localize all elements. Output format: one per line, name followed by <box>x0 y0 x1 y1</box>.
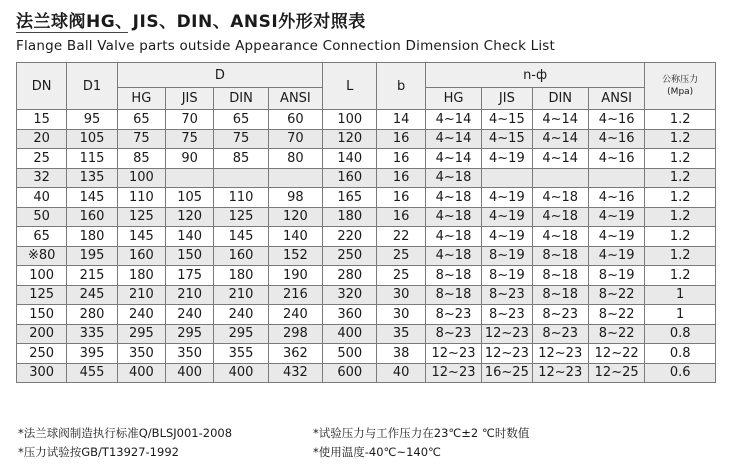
cell-d-ansi: 80 <box>268 149 322 169</box>
cell-n-din: 12~23 <box>532 363 588 383</box>
cell-d-hg: 85 <box>117 149 165 169</box>
cell-pressure: 1.2 <box>645 110 716 130</box>
cell-l: 400 <box>323 324 377 344</box>
cell-n-ansi: 4~19 <box>588 227 644 247</box>
cell-d1: 160 <box>67 207 117 227</box>
cell-l: 220 <box>323 227 377 247</box>
cell-d1: 180 <box>67 227 117 247</box>
cell-l: 600 <box>323 363 377 383</box>
cell-n-jis <box>482 168 532 188</box>
cell-n-jis: 8~23 <box>482 285 532 305</box>
cell-d-jis: 75 <box>166 129 214 149</box>
cell-n-jis: 4~15 <box>482 129 532 149</box>
table-row <box>17 207 716 227</box>
cell-l: 250 <box>323 246 377 266</box>
header-pressure <box>645 63 716 110</box>
cell-dn: ※80 <box>17 246 67 266</box>
cell-n-ansi: 12~25 <box>588 363 644 383</box>
cell-n-ansi: 4~16 <box>588 110 644 130</box>
cell-dn: 100 <box>17 266 67 286</box>
cell-d1: 145 <box>67 188 117 208</box>
table-row <box>17 285 716 305</box>
cell-d-din: 295 <box>214 324 268 344</box>
cell-b: 16 <box>377 149 425 169</box>
cell-n-din: 12~23 <box>532 344 588 364</box>
cell-d-din <box>214 168 268 188</box>
note-test-pressure: *试验压力与工作压力在23℃±2 ℃时数值 <box>313 426 530 440</box>
cell-n-ansi: 4~16 <box>588 149 644 169</box>
header-n-hg: HG <box>425 88 481 110</box>
cell-n-jis: 4~19 <box>482 207 532 227</box>
cell-d1: 135 <box>67 168 117 188</box>
cell-n-din <box>532 168 588 188</box>
cell-b: 16 <box>377 168 425 188</box>
header-pressure-line2: (Mpa) <box>667 87 694 97</box>
cell-d-jis: 150 <box>166 246 214 266</box>
header-n-phi: n-ф <box>425 63 645 88</box>
header-d1: D1 <box>67 63 117 110</box>
cell-pressure: 1 <box>645 285 716 305</box>
cell-n-ansi: 12~22 <box>588 344 644 364</box>
cell-n-hg: 8~18 <box>425 285 481 305</box>
cell-n-jis: 4~15 <box>482 110 532 130</box>
cell-pressure: 1.2 <box>645 246 716 266</box>
cell-d1: 335 <box>67 324 117 344</box>
cell-d-jis: 400 <box>166 363 214 383</box>
notes-right <box>313 424 529 462</box>
cell-n-hg: 4~14 <box>425 129 481 149</box>
cell-d-ansi: 298 <box>268 324 322 344</box>
cell-dn: 250 <box>17 344 67 364</box>
title-underline <box>16 32 128 33</box>
note-temperature: *使用温度-40℃~140℃ <box>313 445 441 459</box>
cell-b: 16 <box>377 207 425 227</box>
notes-left <box>18 424 232 462</box>
header-n-ansi: ANSI <box>588 88 644 110</box>
header-dn: DN <box>17 63 67 110</box>
cell-dn: 65 <box>17 227 67 247</box>
cell-l: 180 <box>323 207 377 227</box>
cell-d-jis: 140 <box>166 227 214 247</box>
cell-dn: 40 <box>17 188 67 208</box>
page-title: 法兰球阀HG、JIS、DIN、ANSI外形对照表 <box>16 12 366 32</box>
table-row <box>17 149 716 169</box>
table-row <box>17 129 716 149</box>
cell-n-din: 4~18 <box>532 227 588 247</box>
cell-d-hg: 100 <box>117 168 165 188</box>
cell-b: 30 <box>377 305 425 325</box>
table-row <box>17 246 716 266</box>
cell-d-din: 125 <box>214 207 268 227</box>
cell-b: 16 <box>377 129 425 149</box>
header-d-din: DIN <box>214 88 268 110</box>
cell-b: 22 <box>377 227 425 247</box>
cell-pressure: 1.2 <box>645 227 716 247</box>
header-pressure-line1: 公称压力 <box>662 75 699 85</box>
cell-pressure: 0.8 <box>645 324 716 344</box>
cell-n-din: 8~23 <box>532 324 588 344</box>
cell-d-din: 210 <box>214 285 268 305</box>
cell-pressure: 0.8 <box>645 344 716 364</box>
header-l: L <box>323 63 377 110</box>
cell-n-hg: 4~18 <box>425 246 481 266</box>
cell-b: 25 <box>377 246 425 266</box>
cell-dn: 32 <box>17 168 67 188</box>
cell-b: 25 <box>377 266 425 286</box>
cell-d-ansi <box>268 168 322 188</box>
cell-d-din: 355 <box>214 344 268 364</box>
dimension-table <box>16 62 716 383</box>
cell-n-hg: 8~18 <box>425 266 481 286</box>
cell-d-hg: 75 <box>117 129 165 149</box>
cell-d-jis: 240 <box>166 305 214 325</box>
header-b: b <box>377 63 425 110</box>
cell-d-hg: 65 <box>117 110 165 130</box>
page-subtitle: Flange Ball Valve parts outside Appearance Connection Dimension Check List <box>16 38 555 54</box>
table-row <box>17 324 716 344</box>
cell-d-jis <box>166 168 214 188</box>
table-row <box>17 344 716 364</box>
cell-n-din: 8~18 <box>532 246 588 266</box>
cell-n-jis: 8~19 <box>482 246 532 266</box>
cell-d1: 280 <box>67 305 117 325</box>
cell-d-hg: 110 <box>117 188 165 208</box>
cell-l: 120 <box>323 129 377 149</box>
cell-d-hg: 160 <box>117 246 165 266</box>
table-row <box>17 168 716 188</box>
cell-n-ansi: 8~22 <box>588 305 644 325</box>
cell-n-ansi: 4~16 <box>588 188 644 208</box>
cell-dn: 15 <box>17 110 67 130</box>
cell-l: 280 <box>323 266 377 286</box>
table-row <box>17 110 716 130</box>
cell-d-ansi: 98 <box>268 188 322 208</box>
header-n-jis: JIS <box>482 88 532 110</box>
cell-d-ansi: 362 <box>268 344 322 364</box>
cell-d-hg: 350 <box>117 344 165 364</box>
cell-n-ansi: 4~16 <box>588 129 644 149</box>
table-row <box>17 188 716 208</box>
cell-n-jis: 4~19 <box>482 227 532 247</box>
cell-b: 16 <box>377 188 425 208</box>
cell-l: 165 <box>323 188 377 208</box>
cell-d-ansi: 70 <box>268 129 322 149</box>
cell-pressure: 1.2 <box>645 207 716 227</box>
cell-d-hg: 180 <box>117 266 165 286</box>
table-row <box>17 266 716 286</box>
cell-d-ansi: 240 <box>268 305 322 325</box>
cell-d1: 395 <box>67 344 117 364</box>
table-row <box>17 227 716 247</box>
cell-d-hg: 240 <box>117 305 165 325</box>
cell-d-din: 240 <box>214 305 268 325</box>
cell-n-din: 4~14 <box>532 149 588 169</box>
cell-n-din: 8~18 <box>532 285 588 305</box>
cell-d-ansi: 216 <box>268 285 322 305</box>
cell-dn: 300 <box>17 363 67 383</box>
cell-dn: 150 <box>17 305 67 325</box>
cell-n-hg: 12~23 <box>425 344 481 364</box>
header-d: D <box>117 63 322 88</box>
cell-dn: 25 <box>17 149 67 169</box>
cell-d-din: 180 <box>214 266 268 286</box>
cell-d-jis: 120 <box>166 207 214 227</box>
cell-n-din: 8~18 <box>532 266 588 286</box>
cell-n-jis: 4~19 <box>482 188 532 208</box>
cell-d-hg: 145 <box>117 227 165 247</box>
cell-d1: 455 <box>67 363 117 383</box>
cell-d-hg: 125 <box>117 207 165 227</box>
cell-d-jis: 90 <box>166 149 214 169</box>
cell-b: 30 <box>377 285 425 305</box>
cell-n-jis: 16~25 <box>482 363 532 383</box>
cell-n-jis: 12~23 <box>482 324 532 344</box>
cell-d1: 95 <box>67 110 117 130</box>
cell-n-din: 4~14 <box>532 110 588 130</box>
cell-l: 500 <box>323 344 377 364</box>
cell-n-hg: 12~23 <box>425 363 481 383</box>
note-standard: *法兰球阀制造执行标准Q/BLSJ001-2008 <box>18 426 233 440</box>
cell-d-ansi: 120 <box>268 207 322 227</box>
cell-n-jis: 4~19 <box>482 149 532 169</box>
header-d-jis: JIS <box>166 88 214 110</box>
cell-b: 35 <box>377 324 425 344</box>
cell-d1: 115 <box>67 149 117 169</box>
cell-pressure: 0.6 <box>645 363 716 383</box>
note-pressure-test: *压力试验按GB/T13927-1992 <box>18 445 179 459</box>
cell-n-hg: 4~18 <box>425 227 481 247</box>
cell-d-jis: 105 <box>166 188 214 208</box>
header-d-hg: HG <box>117 88 165 110</box>
header-n-din: DIN <box>532 88 588 110</box>
cell-n-din: 8~23 <box>532 305 588 325</box>
table-row <box>17 305 716 325</box>
cell-dn: 125 <box>17 285 67 305</box>
cell-d1: 245 <box>67 285 117 305</box>
cell-d-ansi: 152 <box>268 246 322 266</box>
cell-l: 360 <box>323 305 377 325</box>
cell-d-ansi: 432 <box>268 363 322 383</box>
cell-d-din: 160 <box>214 246 268 266</box>
cell-d-jis: 210 <box>166 285 214 305</box>
cell-l: 160 <box>323 168 377 188</box>
table-row <box>17 363 716 383</box>
cell-n-din: 4~18 <box>532 207 588 227</box>
cell-d-din: 400 <box>214 363 268 383</box>
cell-n-hg: 4~18 <box>425 207 481 227</box>
cell-pressure: 1.2 <box>645 266 716 286</box>
cell-pressure: 1 <box>645 305 716 325</box>
cell-b: 40 <box>377 363 425 383</box>
cell-n-jis: 12~23 <box>482 344 532 364</box>
cell-d-hg: 400 <box>117 363 165 383</box>
cell-n-hg: 4~18 <box>425 168 481 188</box>
cell-d1: 105 <box>67 129 117 149</box>
cell-n-ansi: 8~22 <box>588 324 644 344</box>
cell-n-hg: 4~18 <box>425 188 481 208</box>
cell-dn: 50 <box>17 207 67 227</box>
cell-b: 38 <box>377 344 425 364</box>
cell-d-din: 75 <box>214 129 268 149</box>
cell-d-din: 145 <box>214 227 268 247</box>
cell-n-ansi: 4~19 <box>588 207 644 227</box>
cell-d-hg: 295 <box>117 324 165 344</box>
cell-pressure: 1.2 <box>645 149 716 169</box>
cell-n-ansi <box>588 168 644 188</box>
cell-d-jis: 70 <box>166 110 214 130</box>
cell-pressure: 1.2 <box>645 129 716 149</box>
cell-d1: 195 <box>67 246 117 266</box>
cell-d-din: 110 <box>214 188 268 208</box>
cell-d-din: 65 <box>214 110 268 130</box>
cell-pressure: 1.2 <box>645 168 716 188</box>
cell-d-jis: 295 <box>166 324 214 344</box>
cell-d-jis: 175 <box>166 266 214 286</box>
cell-n-ansi: 8~22 <box>588 285 644 305</box>
cell-d-ansi: 140 <box>268 227 322 247</box>
cell-n-hg: 4~14 <box>425 110 481 130</box>
cell-d1: 215 <box>67 266 117 286</box>
cell-l: 320 <box>323 285 377 305</box>
cell-n-din: 4~18 <box>532 188 588 208</box>
cell-n-hg: 8~23 <box>425 305 481 325</box>
cell-d-ansi: 190 <box>268 266 322 286</box>
cell-dn: 200 <box>17 324 67 344</box>
cell-d-ansi: 60 <box>268 110 322 130</box>
cell-d-jis: 350 <box>166 344 214 364</box>
cell-l: 100 <box>323 110 377 130</box>
cell-n-hg: 4~14 <box>425 149 481 169</box>
cell-n-ansi: 8~19 <box>588 266 644 286</box>
cell-pressure: 1.2 <box>645 188 716 208</box>
cell-l: 140 <box>323 149 377 169</box>
cell-n-jis: 8~23 <box>482 305 532 325</box>
cell-d-hg: 210 <box>117 285 165 305</box>
cell-n-ansi: 4~19 <box>588 246 644 266</box>
cell-n-din: 4~14 <box>532 129 588 149</box>
cell-n-jis: 8~19 <box>482 266 532 286</box>
header-d-ansi: ANSI <box>268 88 322 110</box>
cell-b: 14 <box>377 110 425 130</box>
cell-n-hg: 8~23 <box>425 324 481 344</box>
cell-dn: 20 <box>17 129 67 149</box>
cell-d-din: 85 <box>214 149 268 169</box>
